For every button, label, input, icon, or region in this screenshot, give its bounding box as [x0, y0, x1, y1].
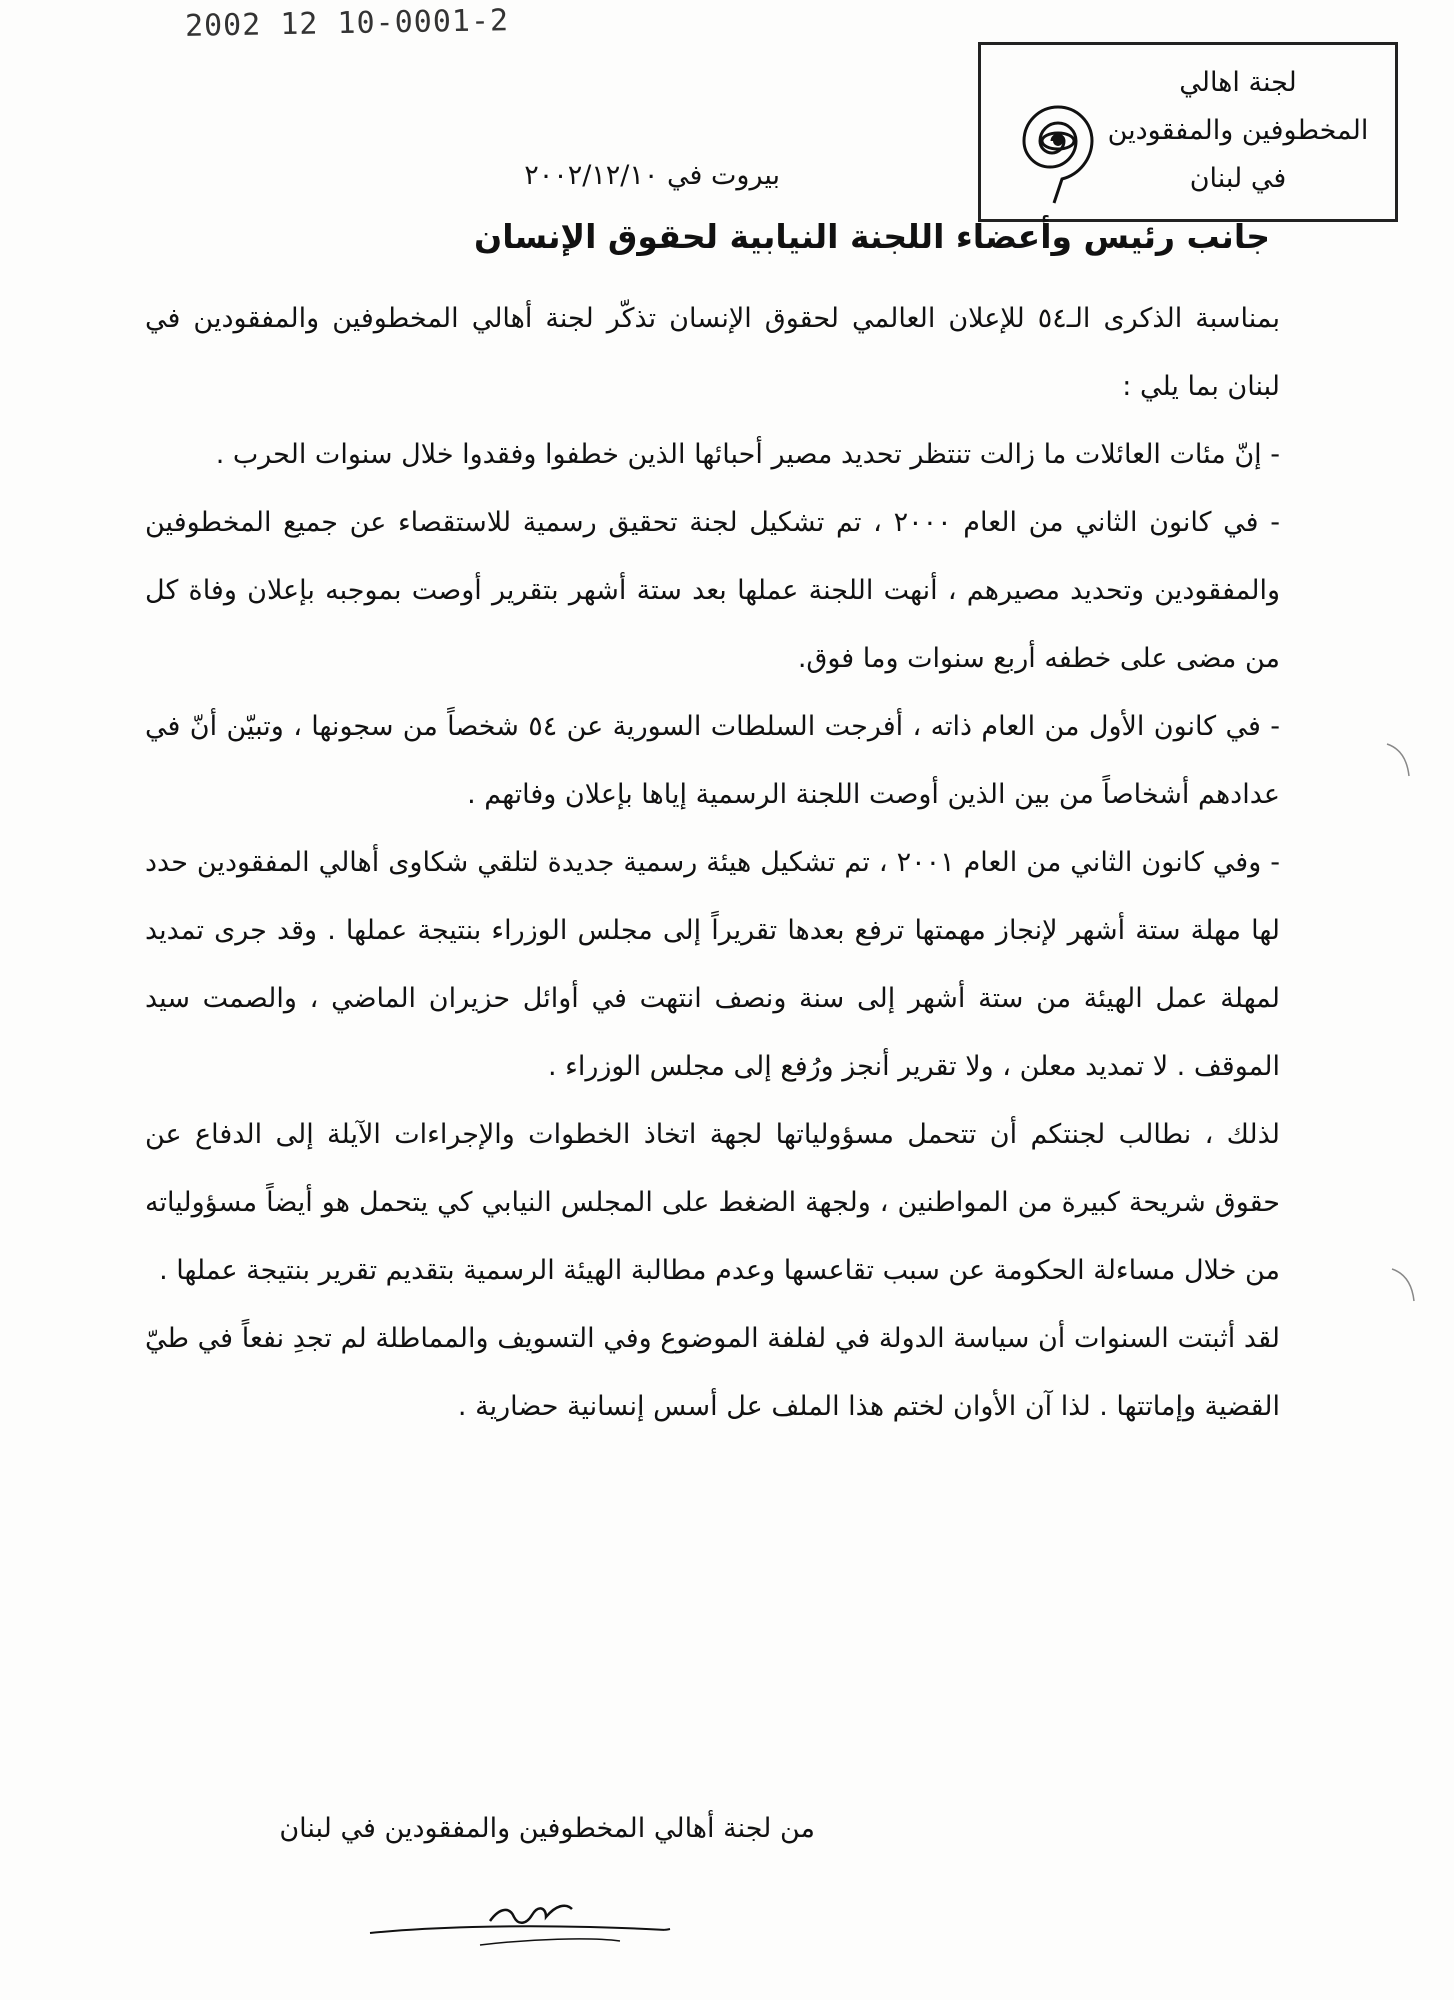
eye-spiral-logo-icon: [1003, 71, 1113, 211]
sign-off-line: من لجنة أهالي المخطوفين والمفقودين في لبنان: [279, 1813, 815, 1844]
letterhead-box: [978, 42, 1398, 222]
body-paragraph: لقد أثبتت السنوات أن سياسة الدولة في لفلفة الموضوع وفي التسويف والمماطلة لم تجدِ نفعاً في طيّ القضية وإماتتها . لذا آن الأوان لختم هذا الملف عل أسس إنسانية حضارية .: [145, 1323, 1280, 1422]
handwritten-signature: [360, 1875, 680, 1955]
letter-heading: جانب رئيس وأعضاء اللجنة النيابية لحقوق الإنسان: [474, 217, 1270, 256]
letterhead-line: في لبنان: [1189, 163, 1287, 194]
body-paragraph: - إنّ مئات العائلات ما زالت تنتظر تحديد مصير أحبائها الذين خطفوا وفقدوا خلال سنوات الحرب .: [215, 439, 1280, 470]
scan-margin-mark: [1385, 740, 1415, 780]
body-paragraph: - في كانون الثاني من العام ٢٠٠٠ ، تم تشكيل لجنة تحقيق رسمية للاستقصاء عن جميع المخطوفين والمفقودين وتحديد مصيرهم ، أنهت اللجنة عملها بعد ستة أشهر بتقرير أوصت بموجبه بإعلان وفاة كل من مضى على خطفه أربع سنوات وما فوق.: [145, 507, 1280, 674]
letterhead-line: لجنة اهالي: [1179, 67, 1297, 98]
letter-date: بيروت في ٢٠٠٢/١٢/١٠: [524, 160, 780, 191]
letterhead-text: [1103, 59, 1373, 203]
body-paragraph: - في كانون الأول من العام ذاته ، أفرجت السلطات السورية عن ٥٤ شخصاً من سجونها ، وتبيّن أنّ في عدادهم أشخاصاً من بين الذين أوصت اللجنة الرسمية إياها بإعلان وفاتهم .: [145, 711, 1280, 810]
letterhead-line: المخطوفين والمفقودين: [1107, 115, 1369, 146]
scan-margin-mark: [1390, 1265, 1420, 1305]
body-paragraph: - وفي كانون الثاني من العام ٢٠٠١ ، تم تشكيل هيئة رسمية جديدة لتلقي شكاوى أهالي المفقودين حدد لها مهلة ستة أشهر لإنجاز مهمتها ترفع بعدها تقريراً إلى مجلس الوزراء بنتيجة عملها . وقد جرى تمديد لمهلة عمل الهيئة من ستة أشهر إلى سنة ونصف انتهت في أوائل حزيران الماضي ، والصمت سيد الموقف . لا تمديد معلن ، ولا تقرير أنجز ورُفع إلى مجلس الوزراء .: [145, 847, 1280, 1082]
letter-body: [145, 285, 1280, 1441]
body-paragraph: بمناسبة الذكرى الـ٥٤ للإعلان العالمي لحقوق الإنسان تذكّر لجنة أهالي المخطوفين والمفقودين في لبنان بما يلي :: [145, 303, 1280, 402]
body-paragraph: لذلك ، نطالب لجنتكم أن تتحمل مسؤولياتها لجهة اتخاذ الخطوات والإجراءات الآيلة إلى الدفاع عن حقوق شريحة كبيرة من المواطنين ، ولجهة الضغط على المجلس النيابي كي يتحمل هو أيضاً مسؤولياته من خلال مساءلة الحكومة عن سبب تقاعسها وعدم مطالبة الهيئة الرسمية بتقديم تقرير بنتيجة عملها .: [145, 1119, 1280, 1286]
handwritten-reference-number: 2002 12 10-0001-2: [184, 3, 510, 44]
